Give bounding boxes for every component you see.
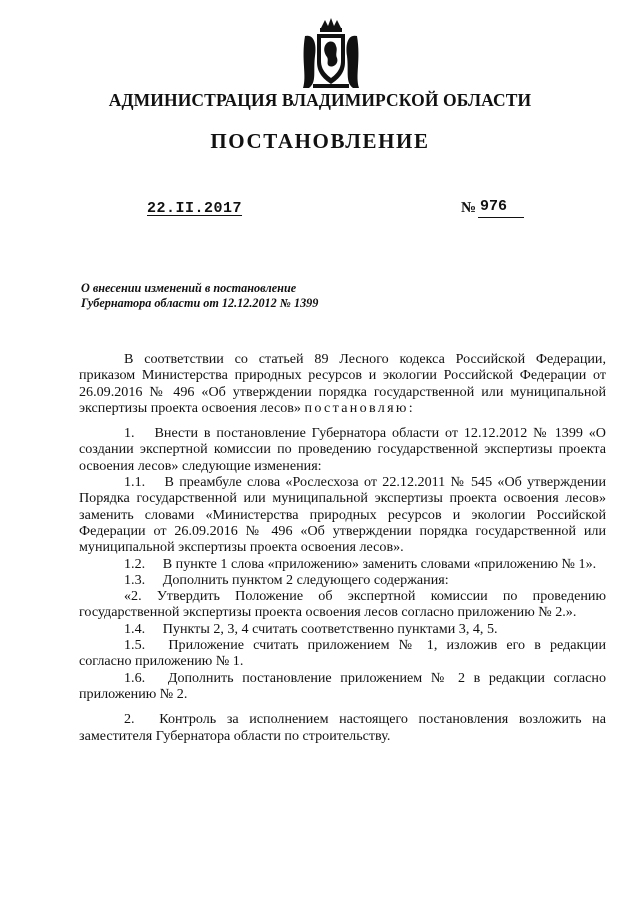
paragraph-1: 1. Внести в постановление Губернатора области от 12.12.2012 № 1399 «О создании экспертной комиссии по проведению государственной экспертизы проекта освоения лесов» следующие изменения: [79,425,606,474]
paragraph-1-5: 1.5. Приложение считать приложением № 1, изложив его в редакции согласно приложению № 1. [79,637,606,670]
document-number: 976 [480,198,508,215]
subject-line-1: О внесении изменений в постановление [81,281,297,295]
paragraph-1-1: 1.1. В преамбуле слова «Рослесхоза от 22.12.2011 № 545 «Об утверждении Порядка государственной или муниципальной экспертизы проекта освоения лесов» заменить словами «Министерства природных ресурсов и экологии Российской Федерации от 26.09.2016 № 496 «Об утверждении порядка государственной или муниципальной экспертизы проекта освоения лесов». [79,474,606,556]
paragraph-2: 2. Контроль за исполнением настоящего постановления возложить на заместителя Губернатора области по строительству. [79,711,606,744]
subject-line-2: Губернатора области от 12.12.2012 № 1399 [81,296,319,310]
resolve-word: постановляю: [304,399,415,416]
preamble-text: В соответствии со статьей 89 Лесного кодекса Российской Федерации, приказом Министерства природных ресурсов и экологии Российской Федерации от 26.09.2016 № 496 «Об утверждении порядка государственной или муниципальной экспертизы проекта освоения лесов» [79,351,606,416]
paragraph-1-2: 1.2. В пункте 1 слова «приложению» заменить словами «приложению № 1». [124,555,597,572]
document-date: 22.II.2017 [147,200,243,217]
document-type-title: ПОСТАНОВЛЕНИЕ [210,129,430,153]
document-subject [81,281,318,311]
organization-title: АДМИНИСТРАЦИЯ ВЛАДИМИРСКОЙ ОБЛАСТИ [108,90,532,110]
number-sign: № [461,200,477,216]
document-body [79,351,606,744]
paragraph-1-3-quote: «2. Утвердить Положение об экспертной комиссии по проведению государственной экспертизы проекта освоения лесов согласно приложению № 2.». [79,588,606,621]
paragraph-1-4: 1.4. Пункты 2, 3, 4 считать соответственно пунктами 3, 4, 5. [124,620,498,637]
paragraph-1-6: 1.6. Дополнить постановление приложением № 2 в редакции согласно приложению № 2. [79,669,606,702]
preamble-paragraph [79,351,606,416]
paragraph-1-3: 1.3. Дополнить пунктом 2 следующего содержания: [124,571,449,588]
coat-of-arms-icon [299,16,363,90]
number-underline [478,217,524,218]
